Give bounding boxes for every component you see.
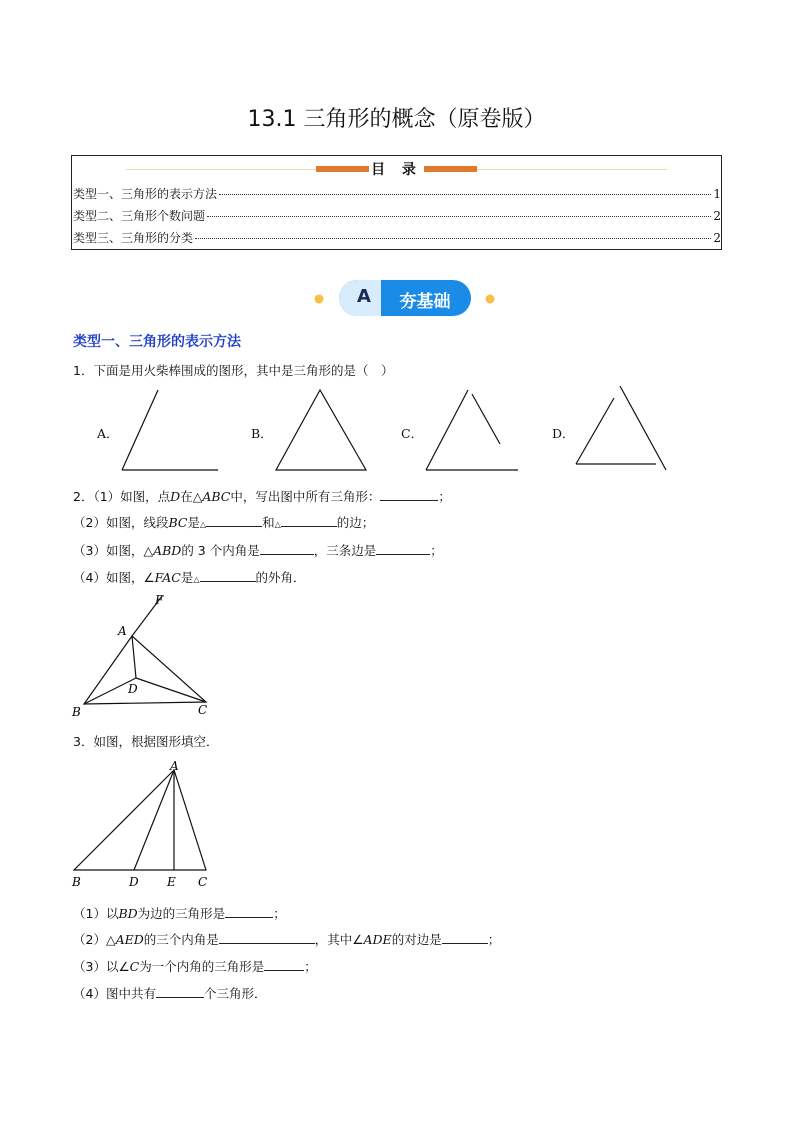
answer-blank[interactable] xyxy=(264,958,304,971)
question-3-stem: 3．如图，根据图形填空． xyxy=(73,734,219,749)
question-3-part-1: （1）以BD为边的三角形是 ； xyxy=(73,906,286,921)
question-2-part-1: 2．（1）如图，点D在△ABC中，写出图中所有三角形： ； xyxy=(73,489,451,504)
toc-item-label: 类型三、三角形的分类 xyxy=(73,231,194,245)
question-3-figure xyxy=(70,758,220,890)
toc-item-label: 类型一、三角形的表示方法 xyxy=(73,187,218,201)
option-b-label: B． xyxy=(251,426,273,441)
toc-header xyxy=(71,161,722,177)
section-banner xyxy=(239,280,559,316)
point-label-d: D xyxy=(129,875,139,889)
toc-item-label: 类型二、三角形个数问题 xyxy=(73,209,206,223)
option-a-figure xyxy=(118,386,222,474)
question-3-part-3: （3）以∠C为一个内角的三角形是 ； xyxy=(73,959,317,974)
point-label-f: F xyxy=(155,593,164,607)
toc-leader xyxy=(219,194,711,195)
answer-blank[interactable] xyxy=(442,931,488,944)
answer-blank[interactable] xyxy=(200,569,256,582)
option-a-label: A． xyxy=(97,426,119,441)
toc-item-page: 2 xyxy=(713,209,721,223)
answer-blank[interactable] xyxy=(219,931,315,944)
point-label-e: E xyxy=(167,875,176,889)
point-label-b: B xyxy=(72,875,81,889)
answer-blank[interactable] xyxy=(376,542,430,555)
answer-blank[interactable] xyxy=(260,542,314,555)
page-title: 13.1 三角形的概念（原卷版） xyxy=(247,107,546,132)
question-3-part-4: （4）图中共有 个三角形． xyxy=(73,986,267,1001)
option-d-label: D． xyxy=(552,426,575,441)
banner-dot-right xyxy=(486,295,495,304)
toc-divider-right xyxy=(477,169,667,170)
question-2-part-2: （2）如图，线段BC是△ 和△ 的边； xyxy=(73,515,375,530)
option-d-figure xyxy=(572,382,670,474)
toc-item-page: 2 xyxy=(713,231,721,245)
banner-letter: A xyxy=(357,286,371,307)
toc-leader xyxy=(195,238,711,239)
banner-text: 夯基础 xyxy=(399,292,451,312)
option-b-figure xyxy=(272,386,372,474)
answer-blank[interactable] xyxy=(225,905,273,918)
point-label-a: A xyxy=(118,624,127,638)
point-label-c: C xyxy=(198,875,208,889)
point-label-c: C xyxy=(198,703,208,717)
answer-blank[interactable] xyxy=(156,985,204,998)
toc-item[interactable] xyxy=(73,185,721,202)
toc-leader xyxy=(207,216,711,217)
toc-item[interactable] xyxy=(73,207,721,224)
question-2-figure xyxy=(70,592,220,722)
toc-item-page: 1 xyxy=(713,187,721,201)
toc-item[interactable] xyxy=(73,229,721,246)
option-c-figure xyxy=(422,386,522,474)
question-1-stem: 1．下面是用火柴棒围成的图形，其中是三角形的是（ ） xyxy=(73,363,394,378)
question-2-part-3: （3）如图，△ABD的 3 个内角是 ，三条边是 ； xyxy=(73,543,443,558)
option-c-label: C． xyxy=(401,426,424,441)
question-2-part-4: （4）如图，∠FAC是△ 的外角． xyxy=(73,570,306,585)
point-label-a: A xyxy=(170,759,179,773)
toc-bar-right xyxy=(424,166,477,172)
question-3-part-2: （2）△AED的三个内角是 ，其中∠ADE的对边是 ； xyxy=(73,932,501,947)
toc-title: 目 录 xyxy=(371,162,422,178)
point-label-d: D xyxy=(128,682,138,696)
answer-blank[interactable] xyxy=(281,514,337,527)
answer-blank[interactable] xyxy=(206,514,262,527)
banner-dot-left xyxy=(315,295,324,304)
answer-blank[interactable] xyxy=(380,488,438,501)
section-heading: 类型一、三角形的表示方法 xyxy=(73,334,241,350)
point-label-b: B xyxy=(72,705,81,719)
